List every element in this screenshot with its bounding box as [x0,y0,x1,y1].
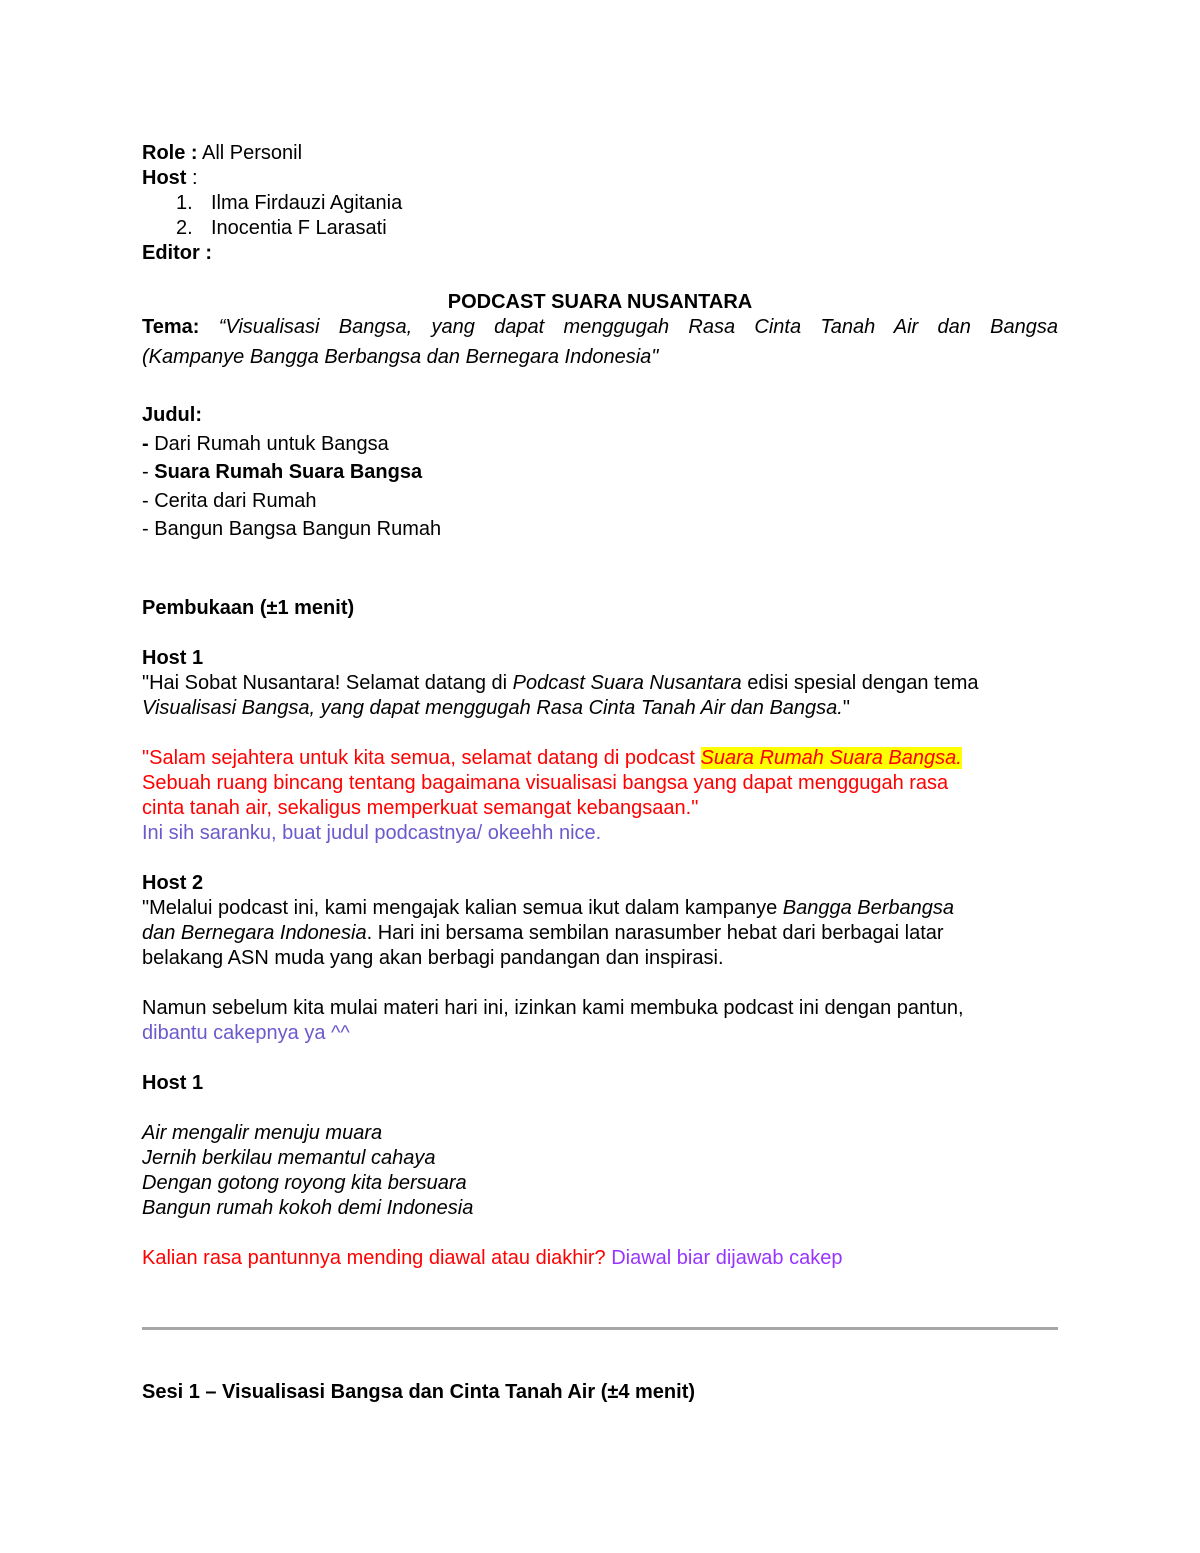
highlighted-title: Suara Rumah Suara Bangsa. [700,747,962,769]
sesi1-section [142,1380,1058,1405]
list-item: - Dari Rumah untuk Bangsa [142,432,389,455]
pembukaan-section [142,596,1058,1271]
tema-line2: (Kampanye Bangga Berbangsa dan Bernegara Indonesia" [142,346,659,368]
list-item: - Cerita dari Rumah [142,489,317,512]
document-body [142,141,1058,266]
editor-label: Editor : [142,242,212,264]
sesi1-heading: Sesi 1 – Visualisasi Bangsa dan Cinta Tanah Air (±4 menit) [142,1381,696,1403]
judul-section [142,401,1058,544]
role-label: Role : [142,142,198,164]
host2-line3: belakang ASN muda yang akan berbagi pandangan dan inspirasi. [142,947,724,969]
host2-line2: dan Bernegara Indonesia. Hari ini bersama sembilan narasumber hebat dari berbagai latar [142,922,944,944]
podcast-header [142,290,1058,370]
tema-line1: Tema: “Visualisasi Bangsa, yang dapat menggugah Rasa Cinta Tanah Air dan Bangsa [142,316,1059,338]
blue-note: Ini sih saranku, buat judul podcastnya/ okeehh nice. [142,822,602,844]
host-list [142,191,1058,241]
pantun-line: Jernih berkilau memantul cahaya [142,1147,436,1169]
host1-line1: "Hai Sobat Nusantara! Selamat datang di Podcast Suara Nusantara edisi spesial dengan tema [142,672,979,694]
judul-label: Judul: [142,404,202,426]
list-item: - Bangun Bangsa Bangun Rumah [142,518,442,540]
pantun-comment: Kalian rasa pantunnya mending diawal atau diakhir? Diawal biar dijawab cakep [142,1247,843,1269]
pantun-line: Dengan gotong royong kita bersuara [142,1172,467,1194]
host1b-label: Host 1 [142,1072,204,1094]
red-comment-line3: cinta tanah air, sekaligus memperkuat semangat kebangsaan." [142,797,699,819]
host1-label: Host 1 [142,647,204,669]
pantun-line: Bangun rumah kokoh demi Indonesia [142,1197,474,1219]
role-value: All Personil [202,142,303,164]
red-comment-line2: Sebuah ruang bincang tentang bagaimana visualisasi bangsa yang dapat menggugah rasa [142,772,949,794]
list-item: - Suara Rumah Suara Bangsa [142,461,423,483]
pembukaan-heading: Pembukaan (±1 menit) [142,597,355,619]
horizontal-rule [142,1327,1058,1330]
page-title: PODCAST SUARA NUSANTARA [447,291,753,313]
host2-line1: "Melalui podcast ini, kami mengajak kalian semua ikut dalam kampanye Bangga Berbangsa [142,897,954,919]
host2-label: Host 2 [142,872,204,894]
list-item: 1. Ilma Firdauzi Agitania [176,192,403,214]
red-comment-line1: "Salam sejahtera untuk kita semua, selamat datang di podcast Suara Rumah Suara Bangsa. [142,747,962,769]
namun-line1: Namun sebelum kita mulai materi hari ini, izinkan kami membuka podcast ini dengan pantun, [142,997,964,1019]
host-colon: : [192,167,198,189]
host1-line2: Visualisasi Bangsa, yang dapat menggugah Rasa Cinta Tanah Air dan Bangsa." [142,697,850,719]
host-label: Host [142,167,187,189]
host-line [142,166,1058,191]
role-line [142,141,1058,166]
namun-line2: dibantu cakepnya ya ^^ [142,1022,350,1044]
list-item: 2. Inocentia F Larasati [176,217,387,239]
pantun-line: Air mengalir menuju muara [142,1122,383,1144]
